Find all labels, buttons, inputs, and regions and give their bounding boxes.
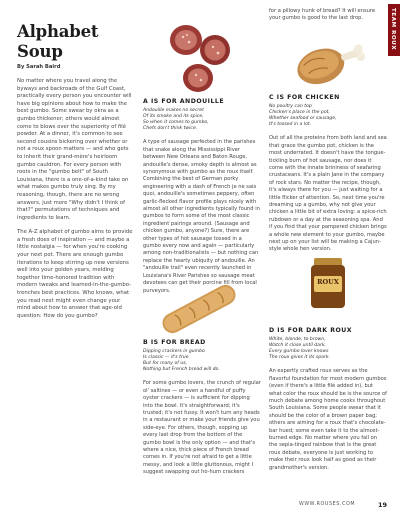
section-d-poem: White, blonde, to brown, Watch it close until dark, Every gumbo lover knows The roux gives it its spark.	[269, 337, 330, 361]
section-tab	[388, 4, 400, 56]
intro-column	[17, 22, 135, 327]
roux-jar-image	[311, 258, 345, 308]
section-tab-label: TEAM ROUX	[390, 8, 396, 51]
section-b-heading: B IS FOR BREAD	[143, 339, 206, 346]
section-c-body: Out of all the proteins from both land and sea that grace the gumbo pot, chicken is the most underrated. It doesn't have the tongue-tickling burn of hot sausage, nor does it come with the innate brininess of seafaring crustaceans. It's a plain Jane in the company of rock stars. No matter the recipe, though, it's always there for you — just waiting for a little flicker of attention. So, next time you're dreaming up a gumbo, why not give your chicken a little bit of extra loving: a spice-rich rubdown or a day at the seasoning spa. And if you find that your pampered chicken brings a whole new element to your gumbo, maybe next up on your list will be making a Cajun-style whole hen version.	[269, 135, 387, 253]
footer-website[interactable]: WWW.ROUSES.COM	[299, 502, 356, 507]
section-a-poem: Andouille makes no secret Of its smoke and its spice, So when it comes to gumbo, Chefs don't think twice.	[143, 108, 209, 132]
section-c	[269, 94, 387, 261]
page-number: 19	[378, 501, 388, 509]
section-a-heading: A IS FOR ANDOUILLE	[143, 98, 225, 105]
section-b-continued	[269, 8, 387, 30]
andouille-sausage-image	[168, 22, 238, 94]
section-b-poem: Dipping crackers in gumbo Is classic — it's true But for many of us, Nothing but French bread will do.	[143, 349, 220, 373]
section-d-heading: D IS FOR DARK ROUX	[269, 327, 353, 334]
section-c-poem: No poultry can top Chicken's place in the pot, Whether seafood or sausage, It's tossed in a lot.	[269, 104, 337, 128]
intro-paragraph-2: The A-Z alphabet of gumbo aims to provide a fresh does of inspiration — and maybe a little nostalgia — for when you're cooking your next pot. There are enough gumbo iterations to keep stirring up new versions well into your golden years, melding together time-honored tradition with modern tweaks and learned-in-the-gumbo-trenches best practices. Who knows, what you read next might even change your mind about how to answer that age-old question: How do you gumbo?	[17, 229, 133, 319]
section-a-body: A type of sausage perfected in the parishes that snake along the Mississippi River between New Orleans and Baton Rouge, andouille's dense, smoky depth is almost as synonymous with gumbo as the roux itself. Combining the best of German porky engineering with a dash of French je ne sais quoi, andouille's sometimes peppery, often garlic-flecked flavor profile plays nicely with almost all other ingredients typically found in gumbos to form some of the most classic ingredient pairings around. (Sausage and chicken gumbo, anyone?) Sure, there are other types of hot sausage tossed in a gumbo every now and again — particularly among non-traditionalists — but nothing can replace the hearty ubiquity of andouille. An "andouille trail" even recently launched in Louisiana's River Parishes so sausage meat devotees can get their porcine fill from local purveyors.	[143, 139, 260, 294]
byline: By Sarah Baird	[17, 64, 61, 70]
intro-paragraph-1: No matter where you travel along the byways and backroads of the Gulf Coast, practically every person you encounter will have big opinions about how to make the best gumbo. Some swear by okra as a gumbo thickener; others would almost come to blows over the superiority of filé powder. At a dinner, it's common to see second cousins bickering over whether or not a roux spoon matters — and who gets to inherit their grand-mère's heirloom gumbo cauldron. For every person with roots in the "gumbo belt" of South Louisiana, there is a one-of-a-kind take on what makes gumbo truly sing. By my reasoning, though, there are no wrong answers, just more "Why didn't I think of that?" permutations of techniques and ingredients to learn.	[17, 78, 132, 221]
section-d	[269, 327, 387, 479]
chicken-drumstick-image	[290, 33, 372, 91]
section-b-body: For some gumbo lovers, the crunch of regular ol' saltines — or even a handful of puffy oyster crackers — is sufficient for dipping into the bowl. It's straightforward; it's trusted; it's not fussy. It won't turn any heads in a restaurant or make your friends give you side-eye. For others, though, sopping up every last drop from the bottom of the gumbo bowl is the only option — and that's where a nice, thick piece of French bread comes in. If you're not afraid to get a little messy, and look a little gluttonous, might I suggest swapping out ho-hum crackers	[143, 380, 261, 476]
article-title: Alphabet Soup	[17, 22, 99, 61]
section-a	[143, 98, 261, 302]
section-b-continuation: for a pillowy hunk of bread? It will ensure your gumbo is good to the last drop.	[269, 8, 376, 22]
section-d-body: An expertly crafted roux serves as the flavorful foundation for most modern gumbos (even if there's a little filé added in), but what color the roux should be is the source of much debate among home cooks throughout South Louisiana. Some people swear that it should be the color of a brown paper bag; others are aiming for a roux that's chocolate-bar hued; some even take it to the almost-burned edge. No matter where you fall on the sepia-tinged rainbow that is the great roux debate, everyone is just working to make their roux look half as good as their grandmother's version.	[269, 368, 387, 471]
section-c-heading: C IS FOR CHICKEN	[269, 94, 340, 101]
french-bread-image	[153, 283, 245, 335]
section-b	[143, 339, 261, 484]
roux-jar-label: ROUX	[317, 278, 339, 286]
